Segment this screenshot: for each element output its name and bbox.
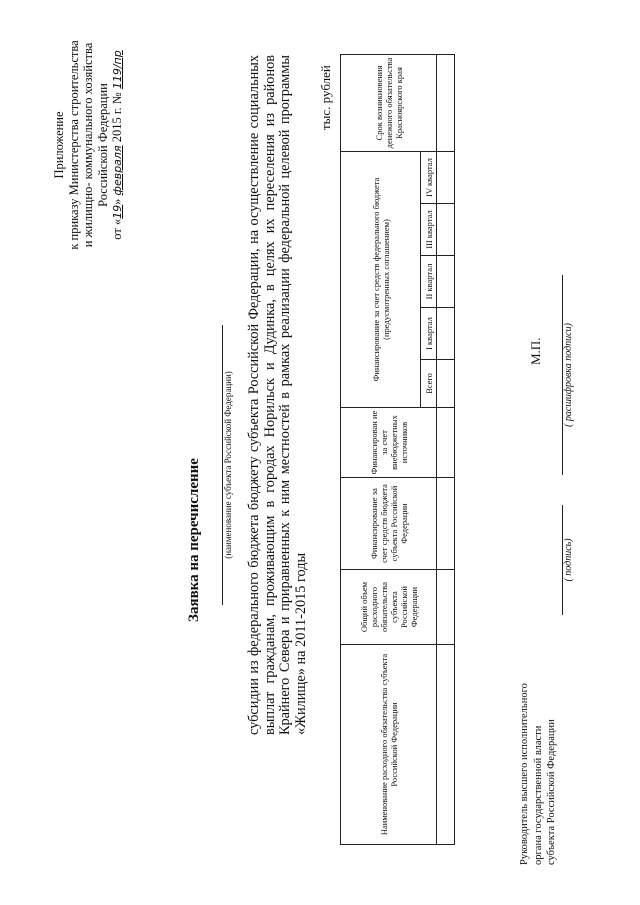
table-cell xyxy=(437,308,455,360)
table-cell xyxy=(437,478,455,570)
subheader-q3: III квартал xyxy=(421,204,437,256)
signatory-line-3: субъекта Российской Федерации xyxy=(546,719,557,865)
header-obligation-name: Наименование расходного обязательства субъекта Российской Федерации xyxy=(341,645,437,845)
appendix-ministry-line: и жилищно- коммунального хозяйства xyxy=(81,42,95,248)
header-federal-budget: Финансирование за счет средств федерального бюджета (предусмотренных соглашением) xyxy=(341,151,421,407)
table-cell xyxy=(437,570,455,645)
appendix-header xyxy=(52,30,126,260)
table-cell xyxy=(437,204,455,256)
table-row xyxy=(437,54,455,844)
date-prefix: от « xyxy=(110,218,124,240)
decode-caption: ( расшифровка подписи) xyxy=(563,323,574,427)
table-cell xyxy=(437,360,455,408)
table-cell xyxy=(437,408,455,478)
table-cell xyxy=(437,151,455,203)
header-total-volume: Общий объем расходного обязательства субъекта Российской Федерации xyxy=(341,570,437,645)
appendix-order-line: к приказу Министерства строительства xyxy=(66,40,81,250)
signatory-line-1: Руководитель высшего исполнительного xyxy=(519,683,530,865)
subheader-total: Всего xyxy=(421,360,437,408)
appendix-label: Приложение xyxy=(52,111,66,179)
header-deadline: Срок возникновения денежного обязательства Красноярского края xyxy=(341,54,437,151)
date-day: 19 xyxy=(111,204,124,219)
subheader-q2: II квартал xyxy=(421,256,437,308)
appendix-date-line xyxy=(110,30,126,260)
subheader-q4: IV квартал xyxy=(421,151,437,203)
header-regional-budget: Финансирование за счет средств бюджета субъекта Российской Федерации xyxy=(341,478,437,570)
date-separator: » xyxy=(110,195,124,205)
header-extrabudgetary: Финансирован ие за счет внебюджетных источников xyxy=(341,408,437,478)
purpose-paragraph: субсидии из федерального бюджета бюджету субъекта Российской Федерации, на осуществление социальных выплат гражданам, проживающим в городах Норильск и Дудинка, в целях их переселения из районов Крайнего Севера и приравненных к ним местностей в рамках реализации федеральной целевой программы «Жилище» на 2011-2015 годы xyxy=(246,55,309,735)
unit-label: тыс. рублей xyxy=(318,65,333,130)
table-cell xyxy=(437,256,455,308)
date-month: февраля xyxy=(111,145,124,196)
stamp-place: М.П. xyxy=(528,337,543,365)
signatory-title xyxy=(518,615,559,865)
table-cell xyxy=(437,54,455,151)
table-cell xyxy=(437,645,455,845)
date-year: 2015 г. № xyxy=(110,89,124,146)
subheader-q1: I квартал xyxy=(421,308,437,360)
signatory-line-2: органа государственной власти xyxy=(532,725,544,865)
request-table xyxy=(340,54,455,845)
appendix-country-line: Российской Федерации xyxy=(95,83,110,207)
signature-caption: ( подпись) xyxy=(563,538,574,582)
document-title: Заявка на перечисление xyxy=(186,458,202,622)
order-number: 119/пр xyxy=(111,50,124,90)
subject-caption: (наименование субъекта Российской Федерации) xyxy=(223,371,233,559)
